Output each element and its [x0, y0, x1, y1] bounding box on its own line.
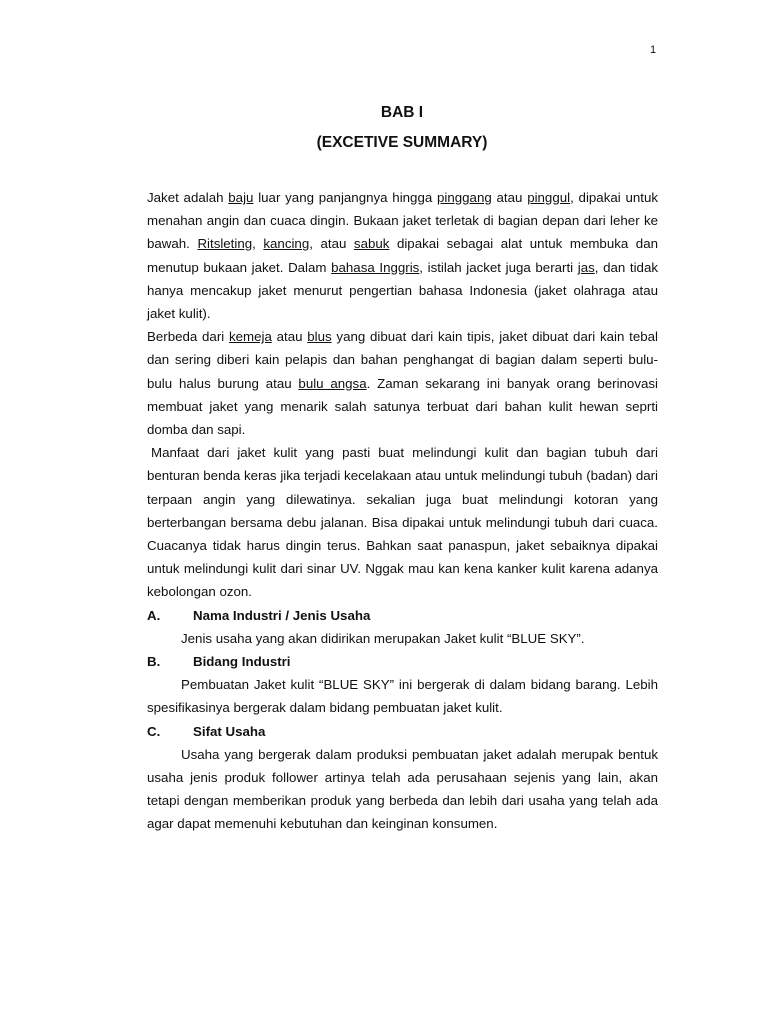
chapter-title: BAB I	[380, 104, 424, 121]
link-bahasa-inggris[interactable]: bahasa Inggris	[331, 259, 420, 275]
section-heading-c: C. Sifat Usaha	[147, 723, 266, 739]
page-number: 1	[650, 44, 657, 56]
link-pinggang[interactable]: pinggang	[437, 190, 492, 205]
section-heading-a: A. Nama Industri / Jenis Usaha	[147, 607, 371, 623]
link-sabuk[interactable]: sabuk	[353, 236, 390, 252]
link-bulu-angsa[interactable]: bulu angsa	[298, 375, 367, 391]
section-heading-b: B. Bidang Industri	[147, 654, 291, 670]
link-baju[interactable]: baju	[228, 190, 254, 205]
paragraph-jaket-material: Berbeda dari kemeja atau blus yang dibuat dari kain tipis, jaket dibuat dari kain tebal dan sering diberi kain pelapis dan bahan penghangat di bagian dalam seperti bulu-bulu halus burung atau bulu angsa. Zaman sekarang ini banyak orang berinovasi membuat jaket yang menarik salah satunya terbuat dari bahan kulit hewan seprti domba dan sapi.	[147, 329, 658, 438]
section-text-b: Pembuatan Jaket kulit “BLUE SKY” ini bergerak di dalam bidang barang. Lebih spesifikasinya bergerak dalam bidang pembuatan jaket kulit.	[147, 677, 658, 716]
link-kemeja[interactable]: kemeja	[228, 329, 272, 345]
section-text-a: Jenis usaha yang akan didirikan merupakan Jaket kulit “BLUE SKY”.	[181, 630, 585, 646]
paragraph-jaket-definition: Jaket adalah baju luar yang panjangnya hingga pinggang atau pinggul, dipakai untuk menahan angin dan cuaca dingin. Bukaan jaket terletak di bagian depan dari leher ke bawah. Ritsleting, kancing, atau sabuk dipakai sebagai alat untuk membuka dan menutup bukaan jaket. Dalam bahasa Inggris, istilah jacket juga berarti jas, dan tidak hanya mencakup jaket menurut pengertian bahasa Indonesia (jaket olahraga atau jaket kulit).	[147, 190, 658, 322]
link-blus[interactable]: blus	[307, 329, 332, 345]
link-ritsleting[interactable]: Ritsleting	[197, 236, 253, 252]
section-text-c: Usaha yang bergerak dalam produksi pembuatan jaket adalah merupak bentuk usaha jenis produk follower artinya telah ada perusahaan sejenis yang lain, akan tetapi dengan memberikan produk yang berbeda dan lebih dari usaha yang telah ada agar dapat memenuhi kebutuhan dan keinginan konsumen.	[147, 746, 658, 832]
link-pinggul[interactable]: pinggul	[527, 190, 571, 205]
paragraph-manfaat: Manfaat dari jaket kulit yang pasti buat melindungi kulit dan bagian tubuh dari benturan benda keras jika terjadi kecelakaan atau untuk melindungi tubuh (badan) dari terpaan angin yang dilewatinya. sekalian juga buat melindungi kotoran yang berterbangan bersama debu jalanan. Bisa dipakai untuk melindungi tubuh dari cuaca. Cuacanya tidak harus dingin terus. Bahkan saat panaspun, jaket sebaiknya dipakai untuk melindungi kulit dari sinar UV. Nggak mau kan kena kanker kulit karena adanya kebolongan ozon.	[147, 445, 658, 600]
link-jas[interactable]: jas	[577, 259, 595, 275]
link-kancing[interactable]: kancing	[263, 236, 310, 252]
chapter-subtitle: (EXCETIVE SUMMARY)	[316, 134, 488, 151]
document-body	[147, 186, 658, 836]
